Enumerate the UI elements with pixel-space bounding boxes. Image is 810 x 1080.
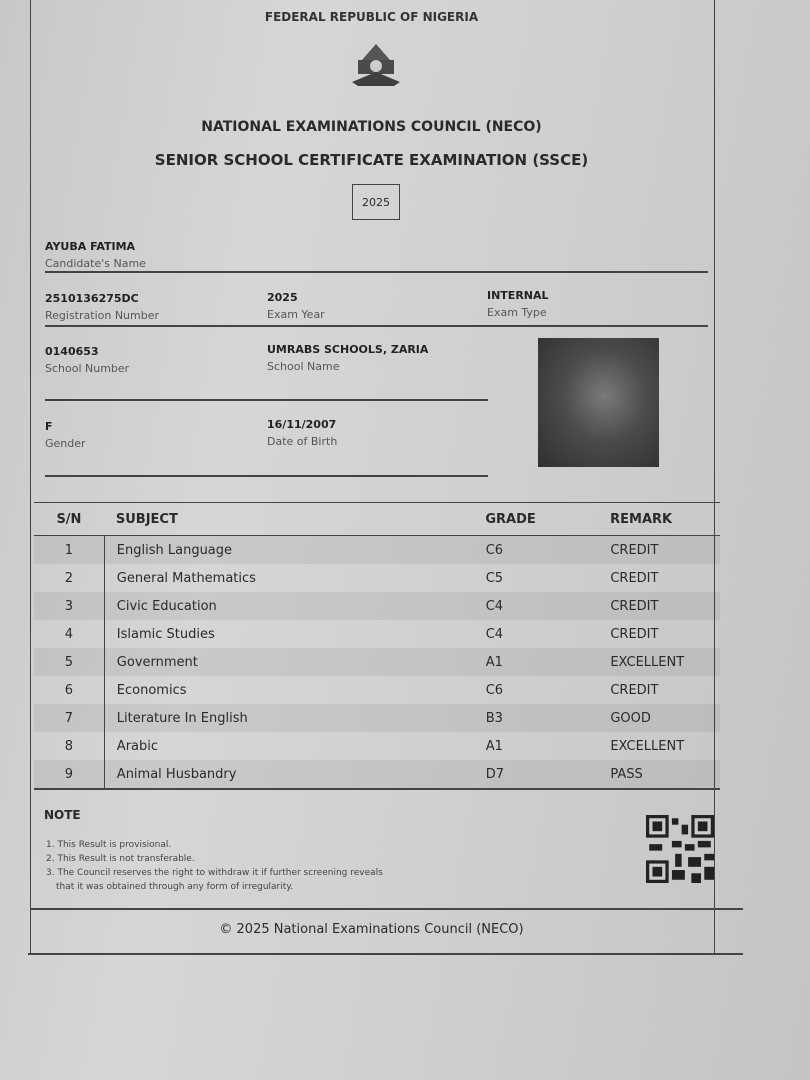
row-sn: 9	[34, 760, 105, 788]
candidate-name-label: Candidate's Name	[45, 257, 146, 270]
row-grade: C6	[485, 682, 504, 698]
row-remark: GOOD	[610, 710, 651, 726]
exam-type-label: Exam Type	[487, 306, 547, 319]
row-grade: A1	[485, 738, 503, 754]
note-item: 2. This Result is not transferable.	[46, 854, 195, 864]
country-heading: FEDERAL REPUBLIC OF NIGERIA	[264, 10, 479, 24]
gender-label: Gender	[45, 437, 86, 450]
table-row	[34, 676, 720, 704]
registration-field	[45, 292, 159, 322]
table-header	[34, 502, 720, 536]
row-subject: Arabic	[116, 738, 159, 754]
table-row	[34, 620, 720, 648]
footer-copyright: © 2025 National Examinations Council (NECO)	[219, 922, 524, 937]
divider	[45, 399, 488, 401]
document-frame	[30, 0, 715, 955]
registration-label: Registration Number	[45, 309, 160, 322]
row-grade: C4	[485, 626, 504, 642]
year-box: 2025	[352, 184, 400, 220]
row-remark: EXCELLENT	[610, 654, 685, 670]
row-sn: 5	[34, 648, 105, 676]
divider	[34, 788, 720, 790]
date-of-birth: 16/11/2007	[267, 418, 337, 431]
row-grade: B3	[485, 710, 503, 726]
table-row	[34, 732, 720, 760]
row-grade: C5	[485, 570, 504, 586]
divider	[30, 908, 743, 910]
council-title: NATIONAL EXAMINATIONS COUNCIL (NECO)	[201, 119, 542, 135]
row-remark: EXCELLENT	[610, 738, 685, 754]
school-name-field	[267, 343, 428, 373]
row-grade: C4	[485, 598, 504, 614]
row-remark: CREDIT	[610, 570, 659, 586]
exam-year-label: Exam Year	[267, 308, 325, 321]
divider	[28, 953, 743, 955]
row-subject: Economics	[116, 682, 187, 698]
gender-field	[45, 420, 86, 450]
row-remark: CREDIT	[610, 542, 659, 558]
header-remark: REMARK	[610, 511, 673, 527]
qr-code-icon	[646, 815, 714, 883]
school-name: UMRABS SCHOOLS, ZARIA	[267, 343, 429, 356]
row-grade: D7	[485, 766, 504, 782]
row-sn: 7	[34, 704, 105, 732]
table-row	[34, 704, 720, 732]
row-sn: 1	[34, 536, 105, 564]
school-number-field	[45, 345, 129, 375]
school-number-label: School Number	[45, 362, 130, 375]
registration-number: 2510136275DC	[45, 292, 139, 305]
candidate-name: AYUBA FATIMA	[45, 240, 136, 253]
row-subject: Government	[116, 654, 198, 670]
note-list	[46, 838, 383, 894]
table-row	[34, 536, 720, 564]
note-item: 1. This Result is provisional.	[46, 840, 172, 850]
note-title: NOTE	[44, 808, 81, 822]
row-remark: PASS	[610, 766, 643, 782]
note-item: that it was obtained through any form of irregularity.	[56, 882, 294, 892]
school-number: 0140653	[45, 345, 99, 358]
row-remark: CREDIT	[610, 682, 659, 698]
header-subject: SUBJECT	[115, 511, 178, 527]
dob-label: Date of Birth	[267, 435, 338, 448]
table-row	[34, 564, 720, 592]
row-subject: English Language	[116, 542, 233, 558]
row-grade: C6	[485, 542, 504, 558]
row-remark: CREDIT	[610, 626, 659, 642]
school-name-label: School Name	[267, 360, 340, 373]
table-row	[34, 592, 720, 620]
exam-year-field	[267, 291, 325, 321]
exam-year: 2025	[267, 291, 298, 304]
exam-type-field	[487, 289, 549, 319]
candidate-photo	[538, 338, 659, 467]
row-grade: A1	[485, 654, 503, 670]
divider	[45, 475, 488, 477]
table-row	[34, 648, 720, 676]
exam-type: INTERNAL	[487, 289, 549, 302]
row-sn: 8	[34, 732, 105, 760]
row-remark: CREDIT	[610, 598, 659, 614]
divider	[45, 325, 708, 327]
header-grade: GRADE	[485, 511, 536, 527]
coat-of-arms-icon	[350, 42, 402, 86]
gender: F	[45, 420, 53, 433]
row-subject: Islamic Studies	[116, 626, 215, 642]
row-sn: 4	[34, 620, 105, 648]
row-subject: Literature In English	[116, 710, 248, 726]
row-subject: Civic Education	[116, 598, 217, 614]
header-sn: S/N	[56, 511, 82, 527]
row-subject: Animal Husbandry	[116, 766, 237, 782]
row-sn: 6	[34, 676, 105, 704]
divider	[45, 271, 708, 273]
table-row	[34, 760, 720, 788]
row-sn: 2	[34, 564, 105, 592]
results-table	[34, 502, 720, 790]
row-subject: General Mathematics	[116, 570, 256, 586]
row-sn: 3	[34, 592, 105, 620]
note-item: 3. The Council reserves the right to withdraw it if further screening reveals	[46, 868, 383, 878]
dob-field	[267, 418, 337, 448]
candidate-name-field	[45, 240, 146, 270]
exam-title: SENIOR SCHOOL CERTIFICATE EXAMINATION (SSCE)	[154, 151, 589, 169]
